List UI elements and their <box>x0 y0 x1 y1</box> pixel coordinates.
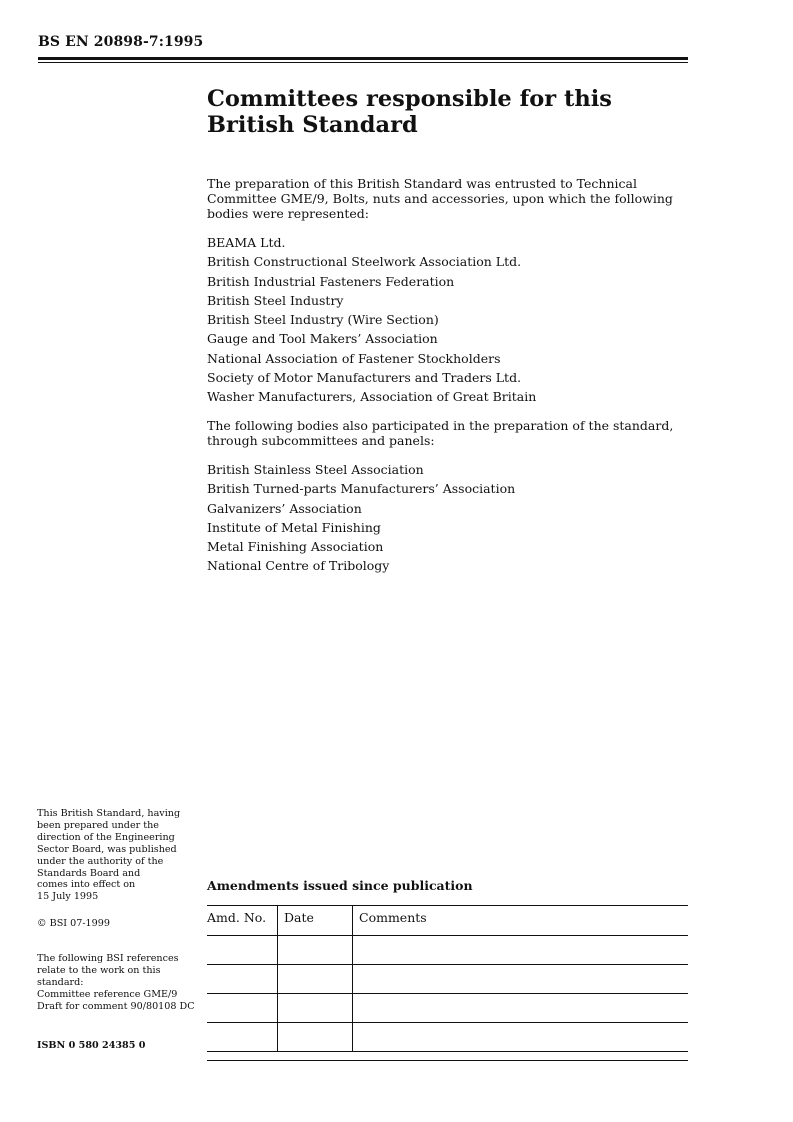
list-item: British Turned-parts Manufacturers’ Association <box>207 481 516 497</box>
note-line: Committee reference GME/9 <box>37 988 178 1000</box>
bsi-references-note <box>37 953 202 1013</box>
table-cell <box>207 1023 278 1052</box>
column-header-comments: Comments <box>353 906 689 936</box>
column-header-date: Date <box>278 906 353 936</box>
list-item: Gauge and Tool Makers’ Association <box>207 331 438 347</box>
title-line-1: Committees responsible for this <box>207 86 612 112</box>
participation-paragraph: The following bodies also participated in the preparation of the standard, through subcommittees and panels: <box>207 418 674 448</box>
table-row <box>207 1023 688 1052</box>
list-item: Galvanizers’ Association <box>207 500 362 516</box>
table-cell <box>353 994 689 1023</box>
isbn: ISBN 0 580 24385 0 <box>37 1040 146 1051</box>
list-item: Society of Motor Manufacturers and Traders Ltd. <box>207 370 522 386</box>
note-line: 15 July 1995 <box>37 891 99 903</box>
table-cell <box>278 994 353 1023</box>
note-line: been prepared under the <box>37 819 159 831</box>
amendments-table <box>207 905 688 1052</box>
table-cell <box>278 965 353 994</box>
note-line: Standards Board and <box>37 867 141 879</box>
table-cell <box>353 1023 689 1052</box>
note-line: Sector Board, was published <box>37 843 177 855</box>
note-line: Draft for comment 90/80108 DC <box>37 1000 195 1012</box>
note-line: direction of the Engineering <box>37 831 175 843</box>
table-row <box>207 936 688 965</box>
publication-note <box>37 808 202 903</box>
list-item: British Constructional Steelwork Association Ltd. <box>207 254 522 270</box>
participating-bodies-list <box>207 460 677 576</box>
list-item: British Steel Industry <box>207 292 344 308</box>
list-item: British Industrial Fasteners Federation <box>207 273 455 289</box>
bottom-rule <box>207 1060 688 1061</box>
table-cell <box>207 965 278 994</box>
table-cell <box>278 936 353 965</box>
header-rule-thick <box>38 57 688 60</box>
table-row <box>207 965 688 994</box>
note-line: relate to the work on this <box>37 964 161 976</box>
document-reference: BS EN 20898-7:1995 <box>38 34 204 50</box>
list-item: Institute of Metal Finishing <box>207 519 381 535</box>
amendments-title: Amendments issued since publication <box>207 878 473 893</box>
list-item: BEAMA Ltd. <box>207 235 286 250</box>
note-line: This British Standard, having <box>37 808 181 819</box>
table-cell <box>207 936 278 965</box>
table-header-row <box>207 906 688 936</box>
title-line-2: British Standard <box>207 112 418 138</box>
intro-paragraph: The preparation of this British Standard was entrusted to Technical Committee GME/9, Bolts, nuts and accessories, upon which the following bodies were represented: <box>207 176 673 221</box>
note-line: comes into effect on <box>37 879 136 891</box>
note-line: The following BSI references <box>37 953 179 964</box>
list-item: Metal Finishing Association <box>207 539 384 555</box>
table-row <box>207 994 688 1023</box>
note-line: under the authority of the <box>37 855 164 867</box>
list-item: National Centre of Tribology <box>207 558 390 574</box>
copyright-notice: © BSI 07-1999 <box>37 918 110 929</box>
list-item: National Association of Fastener Stockholders <box>207 350 501 366</box>
table-cell <box>353 965 689 994</box>
note-line: standard: <box>37 976 84 988</box>
header-rule-thin <box>38 62 688 63</box>
table-cell <box>353 936 689 965</box>
list-item: Washer Manufacturers, Association of Great Britain <box>207 389 537 405</box>
table-cell <box>207 994 278 1023</box>
column-header-amd-no: Amd. No. <box>207 906 278 936</box>
list-item: British Steel Industry (Wire Section) <box>207 312 439 328</box>
table-cell <box>278 1023 353 1052</box>
page-title <box>207 86 677 138</box>
represented-bodies-list <box>207 233 677 407</box>
list-item: British Stainless Steel Association <box>207 462 424 477</box>
